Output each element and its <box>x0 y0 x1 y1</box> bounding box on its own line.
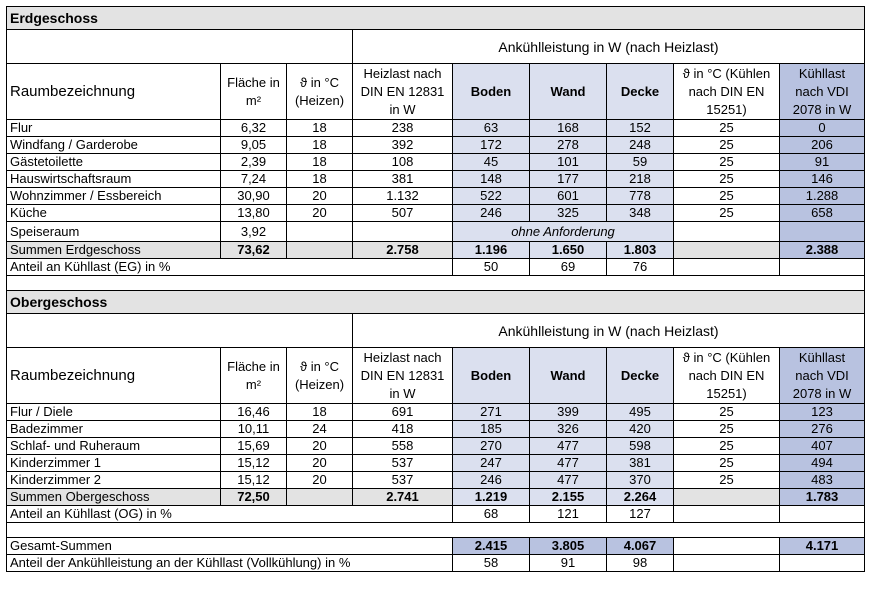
og-sum-label: Summen Obergeschoss <box>7 489 221 506</box>
eg-room-theta-kuehl: 25 <box>674 171 780 188</box>
og-room-name: Schlaf- und Ruheraum <box>7 438 221 455</box>
eg-room-wand: 101 <box>530 154 607 171</box>
spacer-row <box>7 523 865 538</box>
eg-room-heizlast: 381 <box>353 171 453 188</box>
og-room-kuehllast: 494 <box>780 455 865 472</box>
eg-anteil-decke: 76 <box>607 259 674 276</box>
eg-room-heizlast: 392 <box>353 137 453 154</box>
og-section <box>7 291 865 404</box>
empty-cell <box>7 523 865 538</box>
og-room-decke: 381 <box>607 455 674 472</box>
anteil-gesamt-row <box>7 555 865 572</box>
eg-room-row <box>7 137 865 154</box>
og-anteil-decke: 127 <box>607 506 674 523</box>
eg-room-wand: 325 <box>530 205 607 222</box>
eg-section-title: Erdgeschoss <box>7 7 865 30</box>
eg-column-headers <box>7 64 865 120</box>
eg-room-boden: 45 <box>453 154 530 171</box>
eg-room-theta-kuehl: 25 <box>674 154 780 171</box>
empty-cell <box>780 506 865 523</box>
eg-room-theta-kuehl: 25 <box>674 120 780 137</box>
og-room-wand: 326 <box>530 421 607 438</box>
og-col-raum: Raumbezeichnung <box>7 348 221 404</box>
og-room-flaeche: 15,69 <box>221 438 287 455</box>
og-room-rows <box>7 404 865 489</box>
eg-col-theta-heiz: ϑ in °C (Heizen) <box>287 64 353 120</box>
gesamt-wand: 3.805 <box>530 538 607 555</box>
eg-room-decke: 59 <box>607 154 674 171</box>
eg-room-flaeche: 9,05 <box>221 137 287 154</box>
og-room-theta-kuehl: 25 <box>674 404 780 421</box>
eg-room-decke: 152 <box>607 120 674 137</box>
eg-col-boden: Boden <box>453 64 530 120</box>
eg-room-theta-heiz: 20 <box>287 205 353 222</box>
og-room-theta-heiz: 20 <box>287 438 353 455</box>
og-room-heizlast: 691 <box>353 404 453 421</box>
og-room-kuehllast: 407 <box>780 438 865 455</box>
eg-sum-flaeche: 73,62 <box>221 242 287 259</box>
og-room-row <box>7 438 865 455</box>
og-room-row <box>7 404 865 421</box>
og-sum-wand: 2.155 <box>530 489 607 506</box>
og-room-wand: 399 <box>530 404 607 421</box>
eg-room-theta-kuehl: 25 <box>674 137 780 154</box>
eg-room-flaeche: 6,32 <box>221 120 287 137</box>
og-room-kuehllast: 123 <box>780 404 865 421</box>
og-anteil-boden: 68 <box>453 506 530 523</box>
eg-room-decke: 348 <box>607 205 674 222</box>
og-room-wand: 477 <box>530 455 607 472</box>
og-room-row <box>7 421 865 438</box>
eg-room-name: Küche <box>7 205 221 222</box>
og-room-theta-kuehl: 25 <box>674 438 780 455</box>
eg-room-heizlast: 238 <box>353 120 453 137</box>
gesamt-kuehllast: 4.171 <box>780 538 865 555</box>
empty-cell <box>287 222 353 242</box>
og-room-wand: 477 <box>530 472 607 489</box>
eg-room-rows <box>7 120 865 222</box>
eg-room-wand: 168 <box>530 120 607 137</box>
og-room-theta-heiz: 20 <box>287 455 353 472</box>
eg-room-kuehllast: 146 <box>780 171 865 188</box>
eg-room-decke: 778 <box>607 188 674 205</box>
og-room-boden: 271 <box>453 404 530 421</box>
eg-room-name: Gästetoilette <box>7 154 221 171</box>
eg-room-decke: 218 <box>607 171 674 188</box>
og-col-boden: Boden <box>453 348 530 404</box>
eg-room-theta-kuehl: 25 <box>674 188 780 205</box>
og-room-theta-heiz: 24 <box>287 421 353 438</box>
gesamt-label: Gesamt-Summen <box>7 538 453 555</box>
og-room-theta-kuehl: 25 <box>674 421 780 438</box>
eg-sum-decke: 1.803 <box>607 242 674 259</box>
og-room-wand: 477 <box>530 438 607 455</box>
og-section-title: Obergeschoss <box>7 291 865 314</box>
empty-cell <box>7 276 865 291</box>
og-room-flaeche: 15,12 <box>221 455 287 472</box>
eg-room-name: Flur <box>7 120 221 137</box>
gesamt-boden: 2.415 <box>453 538 530 555</box>
eg-anteil-row <box>7 259 865 276</box>
og-room-flaeche: 10,11 <box>221 421 287 438</box>
eg-room-kuehllast: 1.288 <box>780 188 865 205</box>
og-room-boden: 270 <box>453 438 530 455</box>
og-room-boden: 246 <box>453 472 530 489</box>
eg-sum-row <box>7 242 865 259</box>
eg-speise-flaeche: 3,92 <box>221 222 287 242</box>
eg-col-flaeche: Fläche in m² <box>221 64 287 120</box>
og-room-name: Kinderzimmer 2 <box>7 472 221 489</box>
og-sum-flaeche: 72,50 <box>221 489 287 506</box>
eg-speise-row <box>7 222 865 242</box>
empty-cell <box>674 242 780 259</box>
eg-room-row <box>7 171 865 188</box>
empty-cell <box>674 506 780 523</box>
og-col-theta-kuehl: ϑ in °C (Kühlen nach DIN EN 15251) <box>674 348 780 404</box>
eg-room-wand: 177 <box>530 171 607 188</box>
og-sum-row <box>7 489 865 506</box>
anteil-gesamt-label: Anteil der Ankühlleistung an der Kühllast (Vollkühlung) in % <box>7 555 453 572</box>
eg-speise-name: Speiseraum <box>7 222 221 242</box>
og-room-name: Kinderzimmer 1 <box>7 455 221 472</box>
eg-room-theta-kuehl: 25 <box>674 205 780 222</box>
og-room-flaeche: 15,12 <box>221 472 287 489</box>
anteil-gesamt-wand: 91 <box>530 555 607 572</box>
eg-room-kuehllast: 206 <box>780 137 865 154</box>
eg-anteil-boden: 50 <box>453 259 530 276</box>
anteil-gesamt-decke: 98 <box>607 555 674 572</box>
og-sum-heizlast: 2.741 <box>353 489 453 506</box>
og-room-heizlast: 418 <box>353 421 453 438</box>
empty-cell <box>780 222 865 242</box>
eg-col-decke: Decke <box>607 64 674 120</box>
og-column-headers <box>7 348 865 404</box>
eg-room-row <box>7 188 865 205</box>
eg-speise-note: ohne Anforderung <box>453 222 674 242</box>
eg-room-wand: 278 <box>530 137 607 154</box>
og-col-kuehllast: Kühllast nach VDI 2078 in W <box>780 348 865 404</box>
empty-cell <box>780 555 865 572</box>
spacer-row <box>7 276 865 291</box>
empty-cell <box>674 538 780 555</box>
eg-sum-kuehllast: 2.388 <box>780 242 865 259</box>
og-col-wand: Wand <box>530 348 607 404</box>
eg-room-boden: 148 <box>453 171 530 188</box>
og-room-flaeche: 16,46 <box>221 404 287 421</box>
gesamt-row <box>7 538 865 555</box>
anteil-gesamt-boden: 58 <box>453 555 530 572</box>
empty-cell <box>674 489 780 506</box>
og-ank-header: Ankühlleistung in W (nach Heizlast) <box>353 314 865 348</box>
eg-summary <box>7 222 865 291</box>
eg-sum-heizlast: 2.758 <box>353 242 453 259</box>
eg-col-heizlast: Heizlast nach DIN EN 12831 in W <box>353 64 453 120</box>
eg-room-boden: 63 <box>453 120 530 137</box>
eg-room-kuehllast: 91 <box>780 154 865 171</box>
eg-section <box>7 7 865 120</box>
og-col-flaeche: Fläche in m² <box>221 348 287 404</box>
eg-ank-header: Ankühlleistung in W (nach Heizlast) <box>353 30 865 64</box>
og-room-heizlast: 558 <box>353 438 453 455</box>
og-room-row <box>7 455 865 472</box>
og-anteil-wand: 121 <box>530 506 607 523</box>
eg-room-row <box>7 154 865 171</box>
empty-cell <box>674 259 780 276</box>
eg-room-flaeche: 2,39 <box>221 154 287 171</box>
og-room-name: Badezimmer <box>7 421 221 438</box>
empty-cell <box>353 222 453 242</box>
eg-room-theta-heiz: 18 <box>287 154 353 171</box>
eg-room-boden: 172 <box>453 137 530 154</box>
og-room-name: Flur / Diele <box>7 404 221 421</box>
eg-col-wand: Wand <box>530 64 607 120</box>
eg-room-theta-heiz: 18 <box>287 137 353 154</box>
cooling-load-table <box>6 6 865 572</box>
eg-col-kuehllast: Kühllast nach VDI 2078 in W <box>780 64 865 120</box>
eg-header-spacer <box>7 30 353 64</box>
og-room-theta-heiz: 18 <box>287 404 353 421</box>
og-anteil-row <box>7 506 865 523</box>
og-col-theta-heiz: ϑ in °C (Heizen) <box>287 348 353 404</box>
eg-anteil-label: Anteil an Kühllast (EG) in % <box>7 259 453 276</box>
eg-room-boden: 246 <box>453 205 530 222</box>
eg-room-row <box>7 120 865 137</box>
og-room-theta-heiz: 20 <box>287 472 353 489</box>
gesamt-decke: 4.067 <box>607 538 674 555</box>
eg-room-decke: 248 <box>607 137 674 154</box>
og-header-spacer <box>7 314 353 348</box>
eg-room-heizlast: 1.132 <box>353 188 453 205</box>
og-room-theta-kuehl: 25 <box>674 455 780 472</box>
og-room-row <box>7 472 865 489</box>
empty-cell <box>780 259 865 276</box>
og-room-boden: 247 <box>453 455 530 472</box>
cooling-load-table-wrapper <box>6 6 865 572</box>
eg-col-raum: Raumbezeichnung <box>7 64 221 120</box>
empty-cell <box>287 242 353 259</box>
eg-room-row <box>7 205 865 222</box>
og-anteil-label: Anteil an Kühllast (OG) in % <box>7 506 453 523</box>
eg-room-name: Windfang / Garderobe <box>7 137 221 154</box>
eg-room-theta-heiz: 20 <box>287 188 353 205</box>
eg-anteil-wand: 69 <box>530 259 607 276</box>
eg-room-boden: 522 <box>453 188 530 205</box>
eg-col-theta-kuehl: ϑ in °C (Kühlen nach DIN EN 15251) <box>674 64 780 120</box>
og-col-heizlast: Heizlast nach DIN EN 12831 in W <box>353 348 453 404</box>
eg-room-heizlast: 108 <box>353 154 453 171</box>
eg-room-theta-heiz: 18 <box>287 120 353 137</box>
eg-room-heizlast: 507 <box>353 205 453 222</box>
eg-sum-label: Summen Erdgeschoss <box>7 242 221 259</box>
empty-cell <box>287 489 353 506</box>
og-room-theta-kuehl: 25 <box>674 472 780 489</box>
eg-sum-boden: 1.196 <box>453 242 530 259</box>
eg-room-kuehllast: 0 <box>780 120 865 137</box>
eg-room-name: Wohnzimmer / Essbereich <box>7 188 221 205</box>
og-room-decke: 370 <box>607 472 674 489</box>
eg-room-kuehllast: 658 <box>780 205 865 222</box>
og-sum-decke: 2.264 <box>607 489 674 506</box>
og-room-heizlast: 537 <box>353 472 453 489</box>
eg-room-flaeche: 30,90 <box>221 188 287 205</box>
og-room-kuehllast: 483 <box>780 472 865 489</box>
og-room-kuehllast: 276 <box>780 421 865 438</box>
og-room-decke: 598 <box>607 438 674 455</box>
eg-room-flaeche: 7,24 <box>221 171 287 188</box>
og-sum-boden: 1.219 <box>453 489 530 506</box>
og-sum-kuehllast: 1.783 <box>780 489 865 506</box>
eg-room-wand: 601 <box>530 188 607 205</box>
og-room-heizlast: 537 <box>353 455 453 472</box>
eg-sum-wand: 1.650 <box>530 242 607 259</box>
og-room-decke: 420 <box>607 421 674 438</box>
og-col-decke: Decke <box>607 348 674 404</box>
og-room-decke: 495 <box>607 404 674 421</box>
eg-room-theta-heiz: 18 <box>287 171 353 188</box>
og-summary <box>7 489 865 572</box>
empty-cell <box>674 222 780 242</box>
og-room-boden: 185 <box>453 421 530 438</box>
eg-room-name: Hauswirtschaftsraum <box>7 171 221 188</box>
eg-room-flaeche: 13,80 <box>221 205 287 222</box>
empty-cell <box>674 555 780 572</box>
